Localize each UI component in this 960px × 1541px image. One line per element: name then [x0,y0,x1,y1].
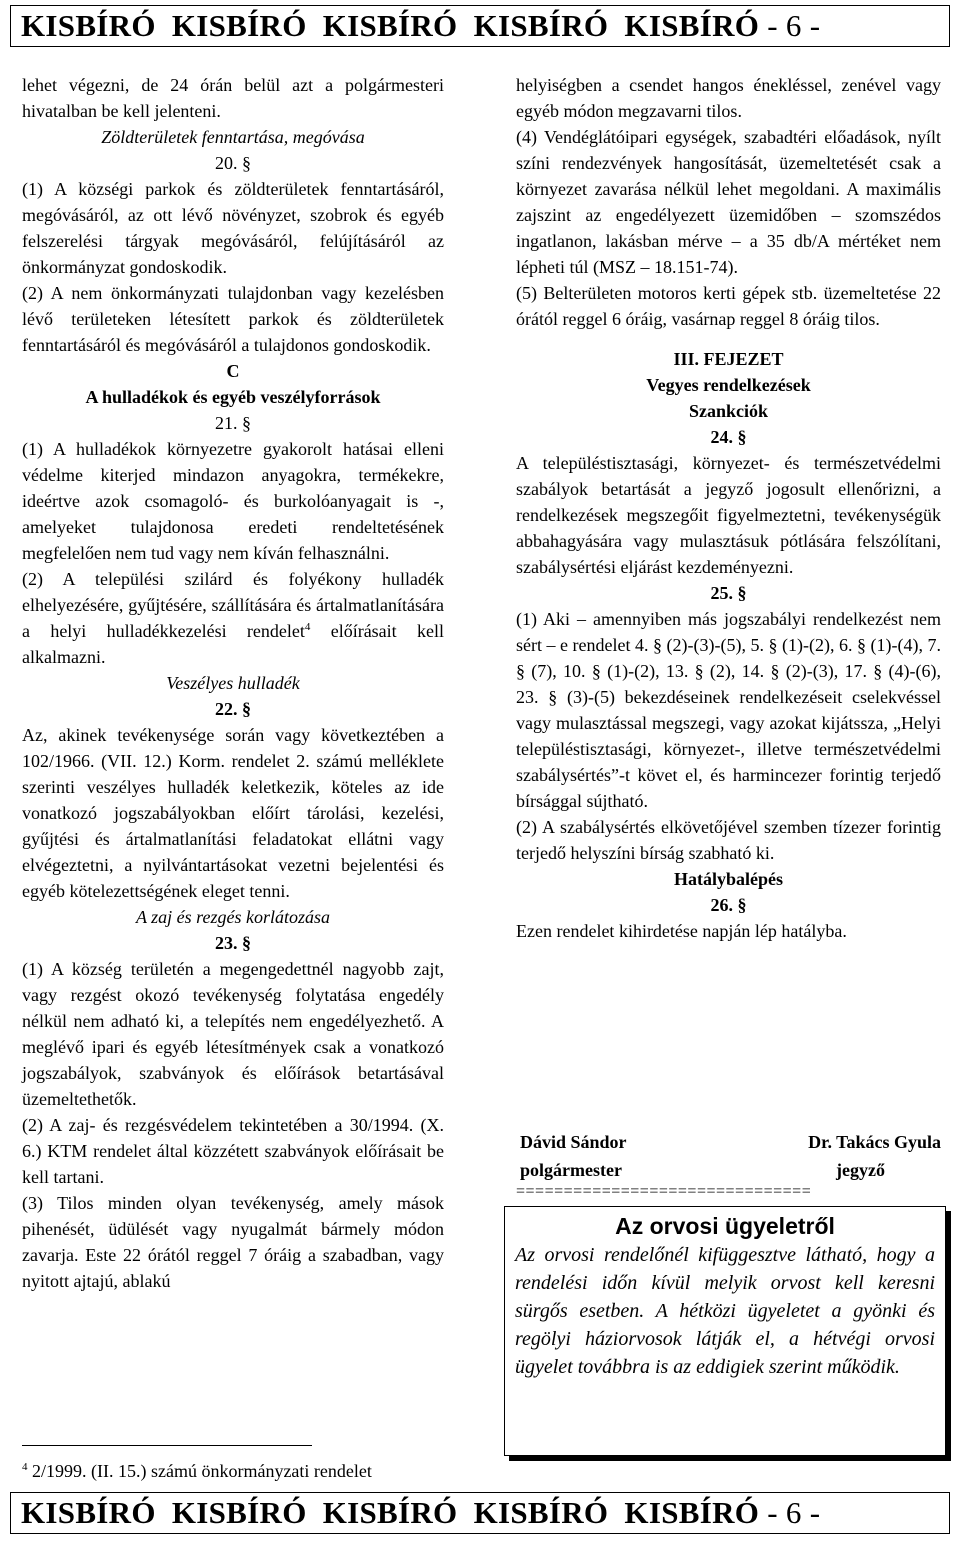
notice-title: Az orvosi ügyeletről [615,1213,835,1239]
mayor-name: Dávid Sándor [520,1132,627,1152]
section-heading: A zaj és rezgés korlátozása [135,907,330,927]
header-page-number: - 6 - [759,8,821,43]
paragraph: Az, akinek tevékenysége során vagy következtében a 102/1966. (VII. 12.) Korm. rendelet 2. számú melléklete szerinti veszélyes hulladék keletkezik, köteles az ide vonatkozó jogszabályokban előírt tárolási, kezelési, gyűjtési és ártalmatlanítási feladatokat ellátni vagy elvégeztetni, a nyilvántartásokat vezetni bejelentési és egyéb kötelezettségének eleget tenni. [22,725,444,901]
paragraph: (2) A szabálysértés elkövetőjével szemben tízezer forintig terjedő helyszíni bírság szabható ki. [516,817,941,863]
paragraph: (1) A község területén a megengedettnél nagyobb zajt, vagy rezgést okozó tevékenység folytatása engedély nélkül nem adható ki, a telepítés nem engedélyezhető. A meglévő ipari és egyéb létesítmények csak a vonatkozó jogszabályok, szabványok és előírások betartásával üzemeltethetők. [22,959,444,1109]
chapter-title: A hulladékok és egyéb veszélyforrások [85,387,381,407]
paragraph: (1) A községi parkok és zöldterületek fenntartásáról, megóvásáról, az ott lévő növényzet, szobrok és egyéb felszerelési tárgyak megóvásáról, felújításáról az önkormányzat gondoskodik. [22,179,444,277]
notice-text: Az orvosi rendelőnél kifüggesztve látható, hogy a rendelési időn kívül melyik orvost kell keresni sürgős esetben. A hétközi ügyeletet a gyönki és regölyi háziorvosok látják el, a hétvégi orvosi ügyelet továbbra is az eddigiek szerint működik. [515,1244,935,1378]
footer-banner [10,1492,950,1534]
footnote-divider [22,1445,312,1446]
chapter-title: Vegyes rendelkezések [646,375,811,395]
paragraph: helyiségben a csendet hangos énekléssel, zenével vagy egyéb módon megzavarni tilos. [516,75,941,121]
notary-name: Dr. Takács Gyula [808,1132,941,1152]
footer-title: KISBÍRÓ KISBÍRÓ KISBÍRÓ KISBÍRÓ KISBÍRÓ [21,1495,760,1530]
section-number: 21. § [215,413,251,433]
notice-box [504,1206,946,1456]
paragraph: (1) Aki – amennyiben más jogszabályi rendelkezést nem sért – e rendelet 4. § (2)-(3)-(5), 5. § (1)-(2), 6. § (1)-(4), 7. § (7), 10. § (1)-(2), 13. § (2), 14. § (2)-(3), 17. § (4)-(6), 23. § (3)-(5) bekezdéseinek rendelkezéseit cselekvéssel vagy mulasztással megszegi, vagy azokat kijátssza, „Helyi településtisztasági, környezet-, illetve természetvédelmi szabálysértés”-t követ el, és harmincezer forintig terjedő bírsággal sújtható. [516,609,941,811]
footnote-marker: 4 [304,621,311,633]
footnote [22,1459,372,1483]
separator-line: =============================== [516,1183,812,1200]
header-title: KISBÍRÓ KISBÍRÓ KISBÍRÓ KISBÍRÓ KISBÍRÓ [21,8,760,43]
paragraph: (2) A nem önkormányzati tulajdonban vagy kezelésben lévő területeken létesített parkok és zöldterületek fenntartásáról és megóvásáról a tulajdonos gondoskodik. [22,283,444,355]
section-number: 22. § [215,699,251,719]
section-heading: Zöldterületek fenntartása, megóvása [101,127,365,147]
paragraph: (5) Belterületen motoros kerti gépek stb. üzemeltetése 22 órától reggel 6 óráig, vasárnap reggel 8 óráig tilos. [516,283,941,329]
paragraph [22,566,444,670]
signature-block [516,1128,941,1184]
header-banner [10,5,950,47]
chapter-number: III. FEJEZET [673,349,784,369]
footer-page-number: - 6 - [759,1495,821,1530]
section-number: 25. § [710,583,747,603]
left-column [22,72,444,1294]
section-number: 20. § [215,153,251,173]
section-number: 23. § [215,933,251,953]
section-heading: Veszélyes hulladék [166,673,300,693]
paragraph: (3) Tilos minden olyan tevékenység, amely mások pihenését, üdülését vagy nyugalmát bármely módon zavarja. Este 22 órától reggel 7 óráig a szabadban, vagy nyitott ajtajú, ablakú [22,1193,444,1291]
chapter-letter: C [226,361,240,381]
section-number: 26. § [710,895,747,915]
signature-titles [516,1156,941,1184]
paragraph: (1) A hulladékok környezetre gyakorolt hatásai elleni védelme kiterjed mindazon anyagokra, termékekre, ideértve azok csomagoló- és burkolóanyagait is -, amelyeket tulajdonosa eredeti rendeltetésének megfelelően nem tud vagy nem kíván felhasználni. [22,439,444,563]
mayor-title: polgármester [520,1160,622,1180]
section-heading: Szankciók [688,401,769,421]
paragraph: A településtisztasági, környezet- és természetvédelmi szabályok betartását a jegyző jogosult ellenőrizni, a rendelkezések megszegőit figyelmeztetni, tevékenységük abbahagyására vagy mulasztásuk pótlására felszólítani, szabálysértési eljárást kezdeményezni. [516,453,941,577]
signature-names [516,1128,941,1156]
paragraph: (2) A zaj- és rezgésvédelem tekintetében a 30/1994. (X. 6.) KTM rendelet által közzétett szabványok előírásait be kell tartani. [22,1115,444,1187]
spacer [516,332,941,346]
notary-title: jegyző [836,1160,885,1180]
paragraph-text: előírásait kell alkalmazni. [22,621,444,667]
section-number: 24. § [710,427,747,447]
paragraph: (4) Vendéglátóipari egységek, szabadtéri előadások, nyílt színi rendezvények hangosítását, üzemeltetését csak a környezet zavarása nélkül lehet megoldani. A maximális zajszint az engedélyezett üzemidőben – szomszédos ingatlanon, lakásban mérve – a 35 db/A mértéket nem lépheti túl (MSZ – 18.151-74). [516,127,941,277]
footnote-text: 2/1999. (II. 15.) számú önkormányzati rendelet [27,1461,372,1481]
right-column [516,72,941,944]
paragraph: lehet végezni, de 24 órán belül azt a polgármesteri hivatalban be kell jelenteni. [22,75,444,121]
paragraph-text: (2) A települési szilárd és folyékony hulladék elhelyezésére, gyűjtésére, szállítására és ártalmatlanítására a helyi hulladékkezelési rendelet [22,569,444,641]
paragraph: Ezen rendelet kihirdetése napján lép hatályba. [516,921,847,941]
footnote-number: 4 [22,1461,28,1473]
section-heading: Hatálybalépés [673,869,783,889]
